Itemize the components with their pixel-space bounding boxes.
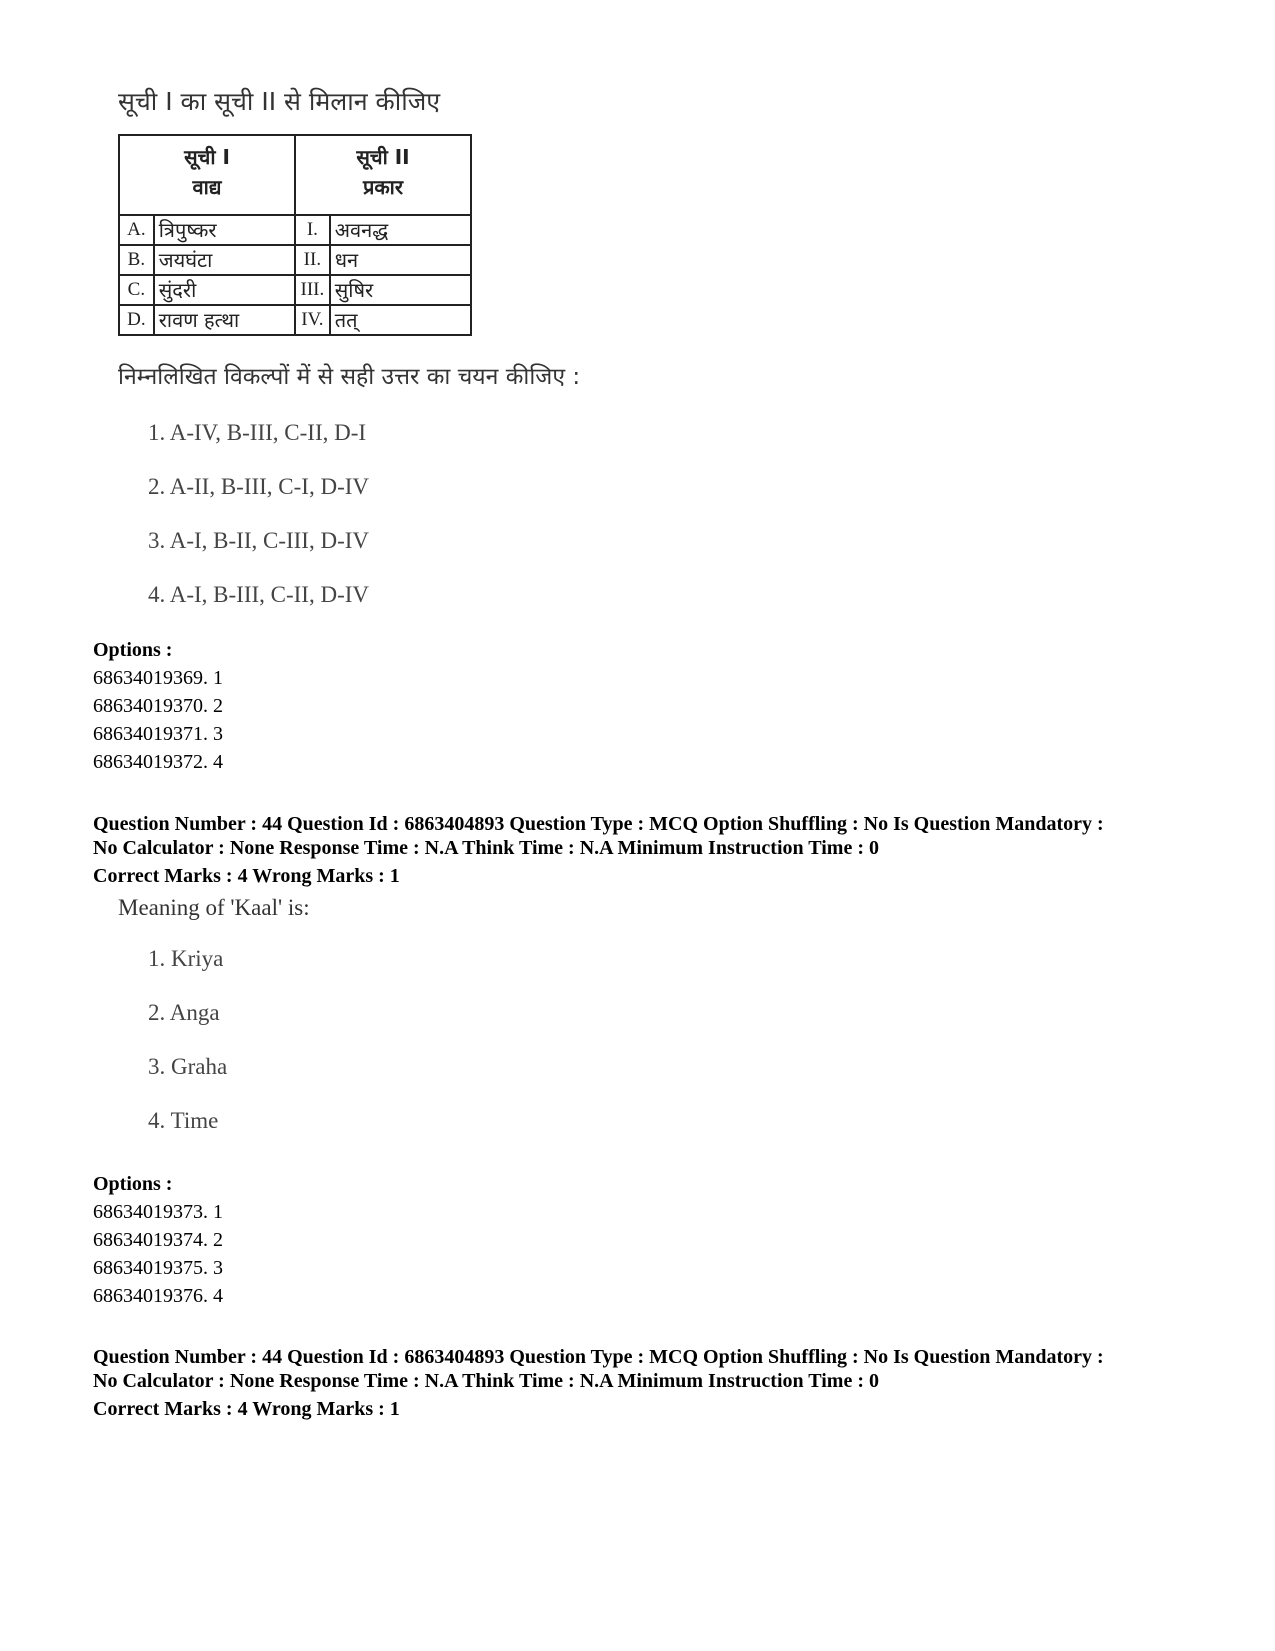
question-meta-1 — [93, 812, 1213, 888]
list-item: 3. Graha — [148, 1054, 228, 1079]
list-2-subtitle: प्रकार — [362, 175, 404, 199]
table-row — [119, 275, 471, 305]
option-id: 68634019372. 4 — [93, 751, 223, 773]
left-item: जयघंटा — [154, 245, 295, 275]
list-1-subtitle: वाद्य — [192, 175, 222, 199]
meta-line-1: Question Number : 44 Question Id : 6863404893 Question Type : MCQ Option Shuffling : No Is Question Mandatory : — [93, 1346, 1104, 1368]
list-2-header — [295, 135, 471, 215]
table-row — [119, 305, 471, 335]
options-label: Options : — [93, 639, 173, 661]
question-2-options — [93, 1170, 223, 1310]
option-id: 68634019369. 1 — [93, 667, 223, 689]
option-id: 68634019373. 1 — [93, 1201, 223, 1223]
left-code: C. — [119, 275, 154, 305]
question-1-block — [118, 82, 580, 622]
list-item: 4. A-I, B-III, C-II, D-IV — [148, 582, 369, 607]
right-code: IV. — [295, 305, 330, 335]
list-item: 1. A-IV, B-III, C-II, D-I — [148, 420, 367, 445]
question-2-choices — [118, 932, 310, 1148]
list-item: 3. A-I, B-II, C-III, D-IV — [148, 528, 369, 553]
option-id: 68634019376. 4 — [93, 1285, 223, 1307]
option-id: 68634019370. 2 — [93, 695, 223, 717]
right-item: सुषिर — [330, 275, 471, 305]
right-item: तत् — [330, 305, 471, 335]
left-item: रावण हत्था — [154, 305, 295, 335]
option-id: 68634019371. 3 — [93, 723, 223, 745]
table-row — [119, 215, 471, 245]
question-1-heading: सूची I का सूची II से मिलान कीजिए — [118, 87, 441, 116]
option-id: 68634019375. 3 — [93, 1257, 223, 1279]
list-item: 2. Anga — [148, 1000, 220, 1025]
question-meta-2 — [93, 1345, 1213, 1421]
right-item: धन — [330, 245, 471, 275]
meta-line-2: No Calculator : None Response Time : N.A Think Time : N.A Minimum Instruction Time : 0 — [93, 1370, 879, 1392]
right-code: III. — [295, 275, 330, 305]
list-item: 4. Time — [148, 1108, 219, 1133]
question-2-block — [118, 888, 310, 1148]
list-1-header — [119, 135, 295, 215]
right-item: अवनद्ध — [330, 215, 471, 245]
left-item: सुंदरी — [154, 275, 295, 305]
left-code: D. — [119, 305, 154, 335]
left-code: A. — [119, 215, 154, 245]
marks-line: Correct Marks : 4 Wrong Marks : 1 — [93, 1398, 400, 1420]
question-1-instruction: निम्नलिखित विकल्पों में से सही उत्तर का चयन कीजिए : — [118, 364, 581, 390]
meta-line-2: No Calculator : None Response Time : N.A Think Time : N.A Minimum Instruction Time : 0 — [93, 837, 879, 859]
match-table-header — [119, 135, 471, 215]
list-item: 2. A-II, B-III, C-I, D-IV — [148, 474, 369, 499]
question-2-heading: Meaning of 'Kaal' is: — [118, 895, 310, 920]
right-code: I. — [295, 215, 330, 245]
meta-line-1: Question Number : 44 Question Id : 6863404893 Question Type : MCQ Option Shuffling : No Is Question Mandatory : — [93, 813, 1104, 835]
list-item: 1. Kriya — [148, 946, 224, 971]
option-id: 68634019374. 2 — [93, 1229, 223, 1251]
left-code: B. — [119, 245, 154, 275]
right-code: II. — [295, 245, 330, 275]
question-1-options — [93, 636, 223, 776]
marks-line: Correct Marks : 4 Wrong Marks : 1 — [93, 865, 400, 887]
list-2-title: सूची II — [356, 145, 410, 169]
list-1-title: सूची I — [184, 145, 230, 169]
match-table — [118, 134, 472, 336]
table-row — [119, 245, 471, 275]
question-1-choices — [118, 406, 580, 622]
left-item: त्रिपुष्कर — [154, 215, 295, 245]
options-label: Options : — [93, 1173, 173, 1195]
